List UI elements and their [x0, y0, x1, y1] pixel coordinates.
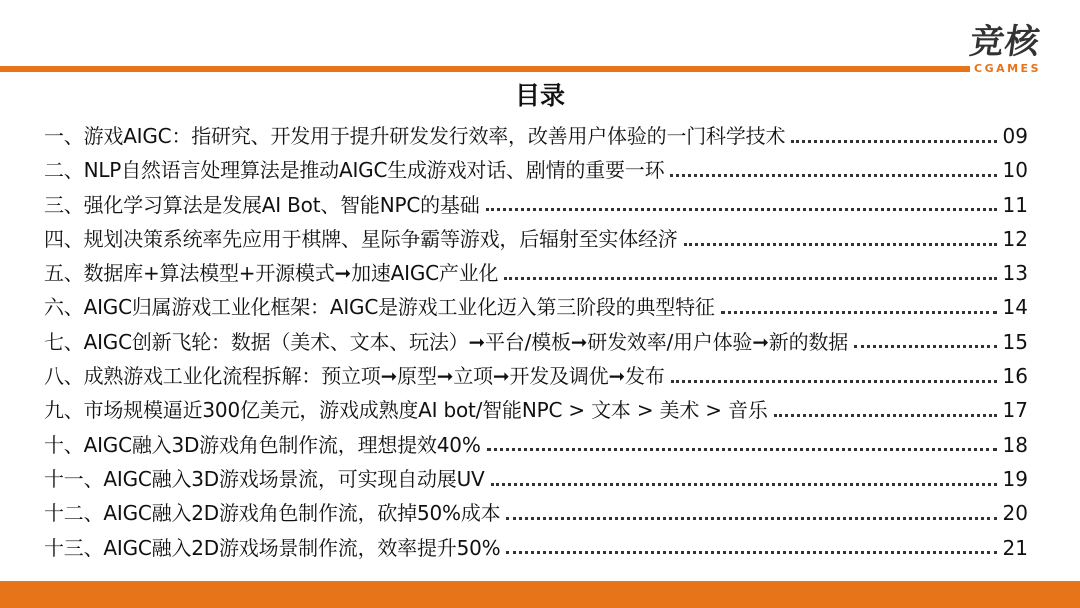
toc-item	[44, 222, 1028, 256]
toc-item-page: 14	[1002, 295, 1028, 320]
toc-item	[44, 428, 1028, 462]
toc-item-page: 16	[1002, 364, 1028, 389]
toc-item-page: 11	[1002, 192, 1028, 217]
toc-item	[44, 290, 1028, 324]
toc-item-text: 十一、AIGC融入3D游戏场景流，可实现自动展UV	[44, 466, 485, 491]
logo-subtext: CGAMES	[974, 62, 1041, 75]
toc-item-page: 20	[1002, 501, 1028, 526]
toc-leader-dots	[491, 469, 997, 486]
toc-item-text: 十三、AIGC融入2D游戏场景制作流，效率提升50%	[44, 535, 501, 560]
toc-leader-dots	[487, 434, 997, 451]
toc-leader-dots	[671, 366, 997, 383]
toc-item-page: 21	[1002, 535, 1028, 560]
toc-leader-dots	[684, 229, 997, 246]
toc-item-text: 八、成熟游戏工业化流程拆解：预立项➞原型➞立项➞开发及调优➞发布	[44, 364, 665, 389]
toc-item	[44, 188, 1028, 222]
toc-item-text: 五、数据库+算法模型+开源模式➞加速AIGC产业化	[44, 261, 499, 286]
toc-leader-dots	[486, 194, 997, 211]
toc-item-text: 四、规划决策系统率先应用于棋牌、星际争霸等游戏，后辐射至实体经济	[44, 226, 678, 251]
toc-leader-dots	[506, 537, 996, 554]
toc-item-page: 17	[1002, 398, 1028, 423]
toc-item-text: 六、AIGC归属游戏工业化框架：AIGC是游戏工业化迈入第三阶段的典型特征	[44, 295, 715, 320]
toc-item	[44, 325, 1028, 359]
toc-leader-dots	[791, 126, 996, 143]
toc-item	[44, 256, 1028, 290]
toc-leader-dots	[854, 331, 997, 348]
toc-item	[44, 462, 1028, 496]
toc-item	[44, 393, 1028, 427]
toc-item-text: 十二、AIGC融入2D游戏角色制作流，砍掉50%成本	[44, 501, 501, 526]
toc-item-page: 13	[1002, 261, 1028, 286]
toc-item-page: 10	[1002, 158, 1028, 183]
toc-item	[44, 119, 1028, 153]
toc-leader-dots	[774, 400, 997, 417]
toc-item-text: 一、游戏AIGC：指研究、开发用于提升研发发行效率，改善用户体验的一门科学技术	[44, 124, 786, 148]
toc-leader-dots	[504, 263, 996, 280]
toc-item-text: 三、强化学习算法是发展AI Bot、智能NPC的基础	[44, 192, 480, 217]
table-of-contents	[44, 119, 1028, 565]
toc-item	[44, 496, 1028, 530]
toc-item-page: 18	[1002, 432, 1028, 457]
toc-leader-dots	[670, 160, 996, 177]
toc-item-text: 十、AIGC融入3D游戏角色制作流，理想提效40%	[44, 432, 481, 457]
toc-item-page: 19	[1002, 466, 1028, 491]
toc-item	[44, 531, 1028, 565]
toc-leader-dots	[721, 297, 997, 314]
logo-mark: 竞核	[967, 22, 1043, 62]
toc-item	[44, 359, 1028, 393]
toc-item-page: 09	[1002, 124, 1028, 148]
toc-item-text: 九、市场规模逼近300亿美元，游戏成熟度AI bot/智能NPC > 文本 > 美术 > 音乐	[44, 398, 768, 423]
page-title: 目录	[514, 81, 565, 110]
brand-logo	[968, 22, 1068, 82]
toc-item	[44, 153, 1028, 187]
toc-item-text: 七、AIGC创新飞轮：数据（美术、文本、玩法）➞平台/模板➞研发效率/用户体验➞新的数据	[44, 329, 848, 354]
footer-band	[0, 581, 1080, 608]
header-rule	[0, 66, 970, 72]
toc-leader-dots	[506, 503, 996, 520]
toc-item-page: 15	[1002, 329, 1028, 354]
toc-item-text: 二、NLP自然语言处理算法是推动AIGC生成游戏对话、剧情的重要一环	[44, 158, 665, 183]
toc-item-page: 12	[1002, 226, 1028, 251]
